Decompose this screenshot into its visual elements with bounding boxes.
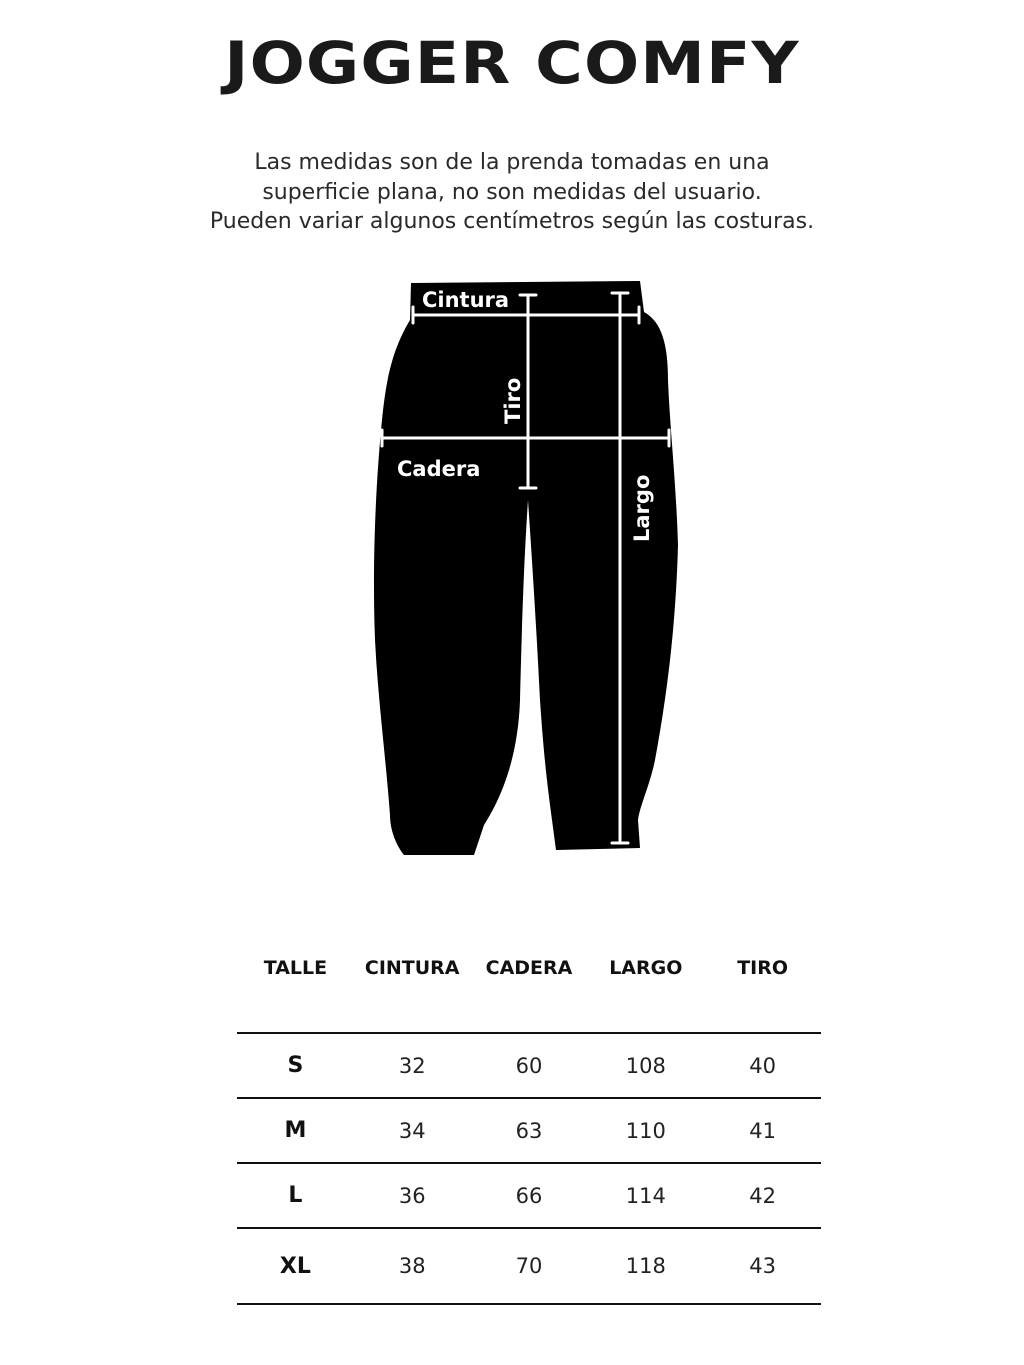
- header-cintura: CINTURA: [364, 957, 460, 979]
- header-talle: TALLE: [263, 957, 328, 979]
- header-tiro: TIRO: [737, 957, 788, 979]
- largo-cell: 110: [587, 1098, 704, 1163]
- cadera-cell: 66: [471, 1163, 588, 1228]
- tiro-cell: 41: [704, 1098, 821, 1163]
- cadera-label: Cadera: [397, 457, 481, 481]
- tiro-cell: 43: [704, 1228, 821, 1304]
- table-row: [237, 1163, 821, 1228]
- table-row: [237, 1098, 821, 1163]
- page-title: JOGGER COMFY: [224, 29, 800, 97]
- cintura-label: Cintura: [422, 288, 510, 312]
- tiro-label: Tiro: [501, 377, 525, 424]
- cintura-cell: 32: [354, 1033, 471, 1098]
- table-header-row: [237, 945, 821, 1033]
- note-line-2: superficie plana, no son medidas del usuario.: [262, 179, 762, 205]
- largo-label: Largo: [630, 474, 654, 542]
- size-cell: M: [237, 1098, 354, 1163]
- table-row: [237, 1228, 821, 1304]
- note-line-3: Pueden variar algunos centímetros según las costuras.: [209, 209, 815, 234]
- cintura-cell: 36: [354, 1163, 471, 1228]
- jogger-silhouette: [374, 281, 678, 855]
- size-cell: XL: [237, 1228, 354, 1304]
- cintura-cell: 34: [354, 1098, 471, 1163]
- header-cadera: CADERA: [485, 957, 573, 979]
- largo-cell: 108: [587, 1033, 704, 1098]
- size-cell: L: [237, 1163, 354, 1228]
- size-cell: S: [237, 1033, 354, 1098]
- cintura-cell: 38: [354, 1228, 471, 1304]
- largo-cell: 118: [587, 1228, 704, 1304]
- note-line-1: Las medidas son de la prenda tomadas en una: [254, 150, 770, 175]
- largo-cell: 114: [587, 1163, 704, 1228]
- size-table: [237, 945, 821, 1305]
- header-largo: LARGO: [609, 957, 683, 979]
- cadera-cell: 63: [471, 1098, 588, 1163]
- tiro-cell: 40: [704, 1033, 821, 1098]
- cadera-cell: 60: [471, 1033, 588, 1098]
- cadera-cell: 70: [471, 1228, 588, 1304]
- table-row: [237, 1033, 821, 1098]
- tiro-cell: 42: [704, 1163, 821, 1228]
